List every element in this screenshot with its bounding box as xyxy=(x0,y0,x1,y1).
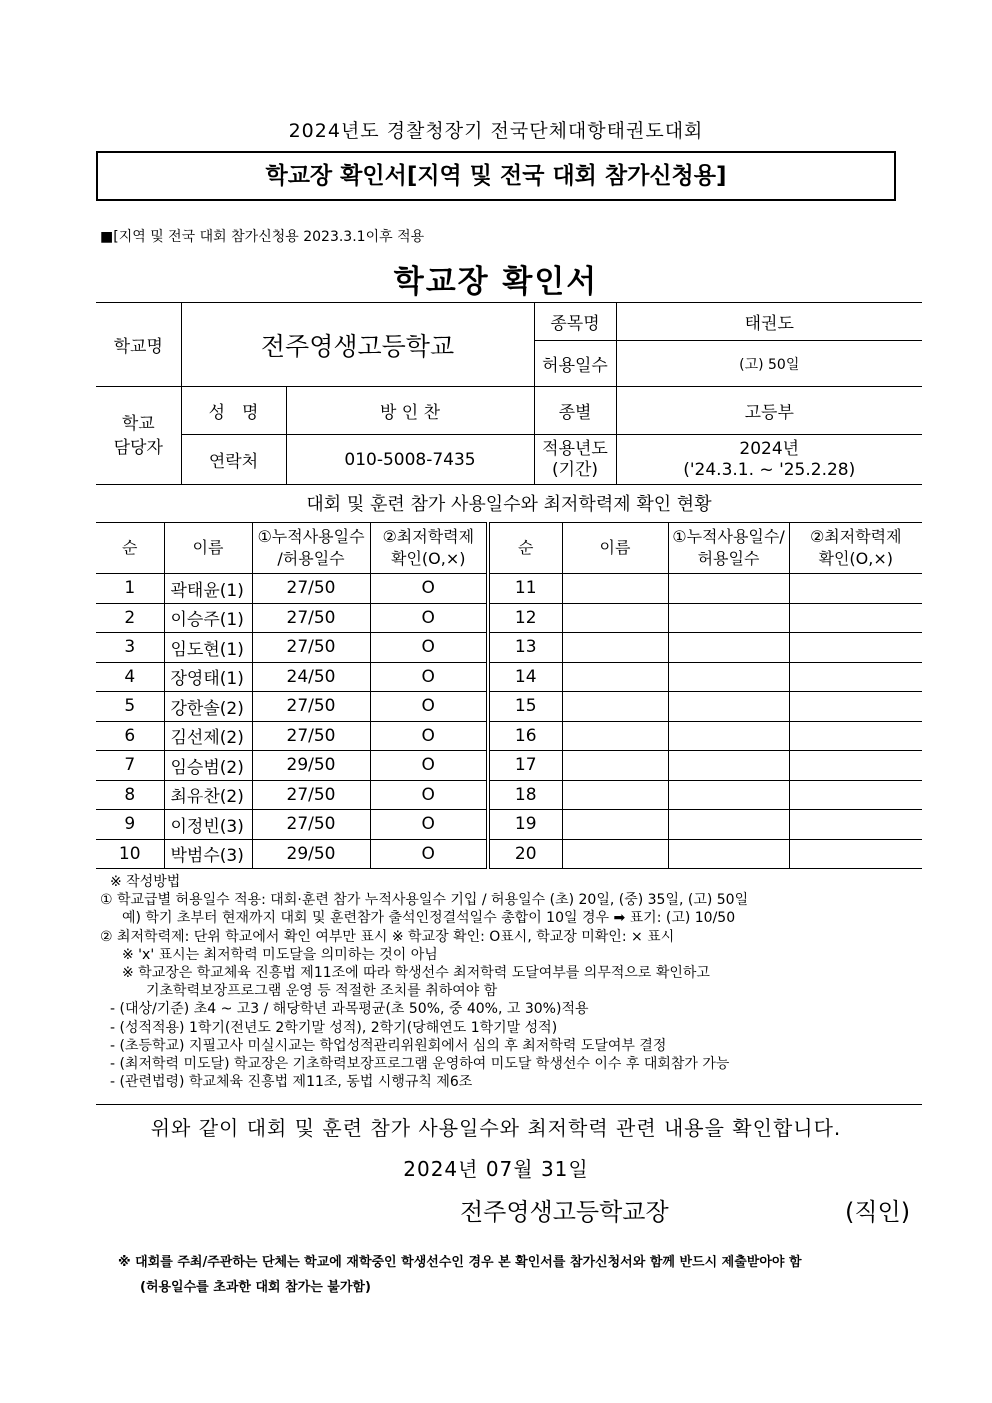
row-days-right xyxy=(668,662,789,692)
row-no: 10 xyxy=(96,839,164,869)
note-line: ※ 'x' 표시는 최저학력 미도달을 의미하는 것이 아님 xyxy=(122,946,438,963)
footer-line-2: (허용일수를 초과한 대회 참가는 불가함) xyxy=(140,1280,371,1295)
row-no: 7 xyxy=(96,751,164,781)
header-name-right: 이름 xyxy=(562,523,668,574)
header-no: 순 xyxy=(96,523,164,574)
roster-table xyxy=(96,522,922,869)
note-line: - (성적적용) 1학기(전년도 2학기말 성적), 2학기(당해연도 1학기말 성적) xyxy=(110,1019,558,1036)
row-name-right xyxy=(562,662,668,692)
row-name-right xyxy=(562,574,668,604)
row-name-right xyxy=(562,692,668,722)
official-seal-mark: (직인) xyxy=(845,1198,911,1226)
table-row xyxy=(96,662,922,692)
row-check-right xyxy=(789,839,922,869)
school-name: 전주영생고등학교 xyxy=(181,303,534,387)
row-name: 박범수(3) xyxy=(164,839,252,869)
manager-label xyxy=(96,387,181,485)
header-check xyxy=(370,523,488,574)
row-name: 강한솔(2) xyxy=(164,692,252,722)
note-line: ※ 작성방법 xyxy=(110,874,181,890)
row-check-right xyxy=(789,810,922,840)
row-check: O xyxy=(370,810,488,840)
row-check-right xyxy=(789,780,922,810)
confirmation-statement: 위와 같이 대회 및 훈련 참가 사용일수와 최저학력 관련 내용을 확인합니다. xyxy=(150,1116,842,1140)
row-name: 임도현(1) xyxy=(164,633,252,663)
manager-name: 방 인 찬 xyxy=(286,387,534,435)
row-no-right: 20 xyxy=(488,839,562,869)
row-days-right xyxy=(668,692,789,722)
row-days-right xyxy=(668,780,789,810)
row-check-right xyxy=(789,692,922,722)
school-label: 학교명 xyxy=(96,303,181,387)
header-check-right-line1: ②최저학력제 xyxy=(809,527,902,546)
footer-note xyxy=(118,1250,918,1300)
sport-value: 태권도 xyxy=(616,303,922,341)
form-title-box: 학교장 확인서[지역 및 전국 대회 참가신청용] xyxy=(96,151,896,201)
division-value: 고등부 xyxy=(616,387,922,435)
row-name-right xyxy=(562,810,668,840)
year-period: ('24.3.1. ~ '25.2.28) xyxy=(683,459,856,480)
document-title: 학교장 확인서 xyxy=(393,264,599,300)
header-no-right: 순 xyxy=(488,523,562,574)
allowed-days-label: 허용일수 xyxy=(534,341,616,387)
header-days-line1: ①누적사용일수 xyxy=(257,527,365,546)
row-name: 임승범(2) xyxy=(164,751,252,781)
year-value-line1: 2024년 xyxy=(739,438,800,459)
contact-label: 연락처 xyxy=(181,435,286,485)
table-row xyxy=(96,721,922,751)
table-row xyxy=(96,633,922,663)
table-row xyxy=(96,810,922,840)
row-days-right xyxy=(668,839,789,869)
note-line: - (초등학교) 지필고사 미실시교는 학업성적관리위원회에서 심의 후 최저학력 도달여부 결정 xyxy=(110,1037,667,1054)
divider xyxy=(96,1104,922,1105)
row-days: 27/50 xyxy=(252,721,370,751)
table-row xyxy=(96,780,922,810)
row-check-right xyxy=(789,603,922,633)
principal-signature: 전주영생고등학교장 xyxy=(460,1198,669,1226)
row-no-right: 19 xyxy=(488,810,562,840)
row-check: O xyxy=(370,692,488,722)
row-days: 24/50 xyxy=(252,662,370,692)
row-no-right: 15 xyxy=(488,692,562,722)
row-check-right xyxy=(789,662,922,692)
row-check: O xyxy=(370,574,488,604)
table-row xyxy=(96,692,922,722)
row-no-right: 12 xyxy=(488,603,562,633)
header-days-right-line1: ①누적사용일수/ xyxy=(672,527,785,546)
note-line: ② 최저학력제: 단위 학교에서 확인 여부만 표시 ※ 학교장 확인: O표시, 학교장 미확인: × 표시 xyxy=(100,928,675,945)
table-row xyxy=(96,839,922,869)
row-days-right xyxy=(668,751,789,781)
row-no-right: 11 xyxy=(488,574,562,604)
row-name-right xyxy=(562,780,668,810)
row-check-right xyxy=(789,721,922,751)
row-no: 8 xyxy=(96,780,164,810)
row-no-right: 14 xyxy=(488,662,562,692)
row-no: 2 xyxy=(96,603,164,633)
row-no: 6 xyxy=(96,721,164,751)
row-check: O xyxy=(370,603,488,633)
roster-header-row xyxy=(96,523,922,574)
apply-note: ■[지역 및 전국 대회 참가신청용 2023.3.1이후 적용 xyxy=(100,229,425,245)
footer-line-1: ※ 대회를 주최/주관하는 단체는 학교에 재학중인 학생선수인 경우 본 확인서를 참가신청서와 함께 반드시 제출받아야 함 xyxy=(118,1255,802,1270)
row-no: 3 xyxy=(96,633,164,663)
row-check: O xyxy=(370,751,488,781)
row-days: 27/50 xyxy=(252,810,370,840)
note-line: - (최저학력 미도달) 학교장은 기초학력보장프로그램 운영하여 미도달 학생선수 이수 후 대회참가 가능 xyxy=(110,1056,730,1073)
row-days: 29/50 xyxy=(252,839,370,869)
manager-name-label: 성 명 xyxy=(181,387,286,435)
row-name: 이정빈(3) xyxy=(164,810,252,840)
note-line: ① 학교급별 허용일수 적용: 대회·훈련 참가 누적사용일수 기입 / 허용일수 (초) 20일, (중) 35일, (고) 50일 xyxy=(100,892,749,909)
contact-value: 010-5008-7435 xyxy=(286,435,534,485)
manager-label-line1: 학교 xyxy=(121,413,155,434)
note-line: - (관련법령) 학교체육 진흥법 제11조, 동법 시행규칙 제6조 xyxy=(110,1074,473,1091)
roster-caption: 대회 및 훈련 참가 사용일수와 최저학력제 확인 현황 xyxy=(306,494,712,515)
row-days-right xyxy=(668,574,789,604)
row-name: 장영태(1) xyxy=(164,662,252,692)
writing-instructions xyxy=(100,873,910,1091)
row-name-right xyxy=(562,721,668,751)
row-days-right xyxy=(668,633,789,663)
row-name: 이승주(1) xyxy=(164,603,252,633)
confirmation-date: 2024년 07월 31일 xyxy=(403,1157,589,1181)
row-no-right: 17 xyxy=(488,751,562,781)
header-check-line1: ②최저학력제 xyxy=(382,527,475,546)
event-title: 2024년도 경찰청장기 전국단체대항태권도대회 xyxy=(288,120,704,142)
year-label-line1: 적용년도 xyxy=(542,438,608,459)
note-line: 기초학력보장프로그램 운영 등 적절한 조치를 취하여야 함 xyxy=(146,983,498,1000)
row-name-right xyxy=(562,751,668,781)
row-name-right xyxy=(562,839,668,869)
header-days-line2: /허용일수 xyxy=(277,549,345,568)
row-days: 27/50 xyxy=(252,780,370,810)
row-name: 김선제(2) xyxy=(164,721,252,751)
note-line: 예) 학기 초부터 현재까지 대회 및 훈련참가 출석인정결석일수 총합이 10일 경우 ➡ 표기: (고) 10/50 xyxy=(122,910,736,927)
header-check-right-line2: 확인(O,×) xyxy=(818,549,893,568)
header-check-right xyxy=(789,523,922,574)
year-label xyxy=(534,435,616,485)
row-no: 5 xyxy=(96,692,164,722)
header-name: 이름 xyxy=(164,523,252,574)
note-line: - (대상/기준) 초4 ~ 고3 / 해당학년 과목평균(초 50%, 중 40%, 고 30%)적용 xyxy=(110,1001,589,1018)
header-check-line2: 확인(O,×) xyxy=(391,549,466,568)
row-days: 29/50 xyxy=(252,751,370,781)
header-days-right-line2: 허용일수 xyxy=(697,549,760,568)
row-no-right: 18 xyxy=(488,780,562,810)
row-no: 1 xyxy=(96,574,164,604)
header-days xyxy=(252,523,370,574)
note-line: ※ 학교장은 학교체육 진흥법 제11조에 따라 학생선수 최저학력 도달여부를 의무적으로 확인하고 xyxy=(122,965,710,982)
row-check-right xyxy=(789,574,922,604)
table-row xyxy=(96,603,922,633)
row-check: O xyxy=(370,780,488,810)
division-label: 종별 xyxy=(534,387,616,435)
row-no: 9 xyxy=(96,810,164,840)
row-check: O xyxy=(370,662,488,692)
row-no: 4 xyxy=(96,662,164,692)
year-value xyxy=(616,435,922,485)
manager-label-line2: 담당자 xyxy=(113,437,163,458)
row-days: 27/50 xyxy=(252,692,370,722)
school-info-table xyxy=(96,302,922,485)
row-name-right xyxy=(562,603,668,633)
row-days: 27/50 xyxy=(252,574,370,604)
row-name: 최유찬(2) xyxy=(164,780,252,810)
row-check: O xyxy=(370,839,488,869)
row-name: 곽태윤(1) xyxy=(164,574,252,604)
table-row xyxy=(96,574,922,604)
row-name-right xyxy=(562,633,668,663)
row-days-right xyxy=(668,721,789,751)
row-days-right xyxy=(668,810,789,840)
row-check-right xyxy=(789,633,922,663)
row-days: 27/50 xyxy=(252,633,370,663)
allowed-days-value: (고) 50일 xyxy=(616,341,922,387)
row-days: 27/50 xyxy=(252,603,370,633)
row-check: O xyxy=(370,633,488,663)
row-no-right: 13 xyxy=(488,633,562,663)
header-days-right xyxy=(668,523,789,574)
year-label-line2: (기간) xyxy=(551,459,599,480)
row-check-right xyxy=(789,751,922,781)
table-row xyxy=(96,751,922,781)
row-days-right xyxy=(668,603,789,633)
row-no-right: 16 xyxy=(488,721,562,751)
row-check: O xyxy=(370,721,488,751)
sport-label: 종목명 xyxy=(534,303,616,341)
